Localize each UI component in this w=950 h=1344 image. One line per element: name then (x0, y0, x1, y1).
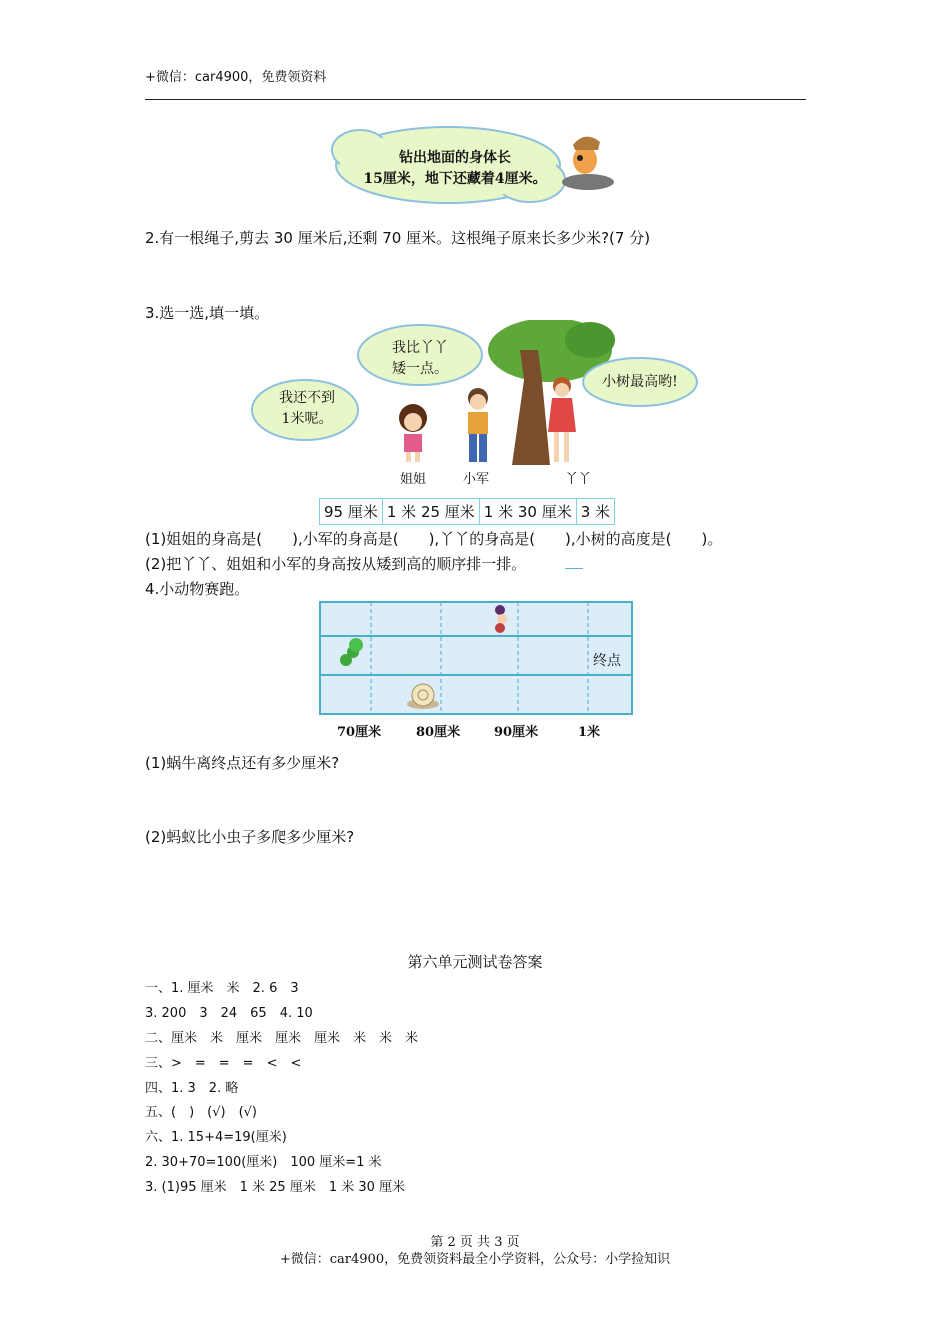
axis-label-1m: 1米 (578, 725, 601, 740)
answer-line-4: 三、> = = = < < (145, 1056, 302, 1071)
worm-bubble-line2: 15厘米，地下还藏着4厘米。 (363, 171, 547, 187)
answer-line-5: 四、1. 3 2. 略 (145, 1081, 239, 1096)
option-4: 3 米 (580, 503, 611, 521)
jiejie-bubble (257, 388, 357, 430)
question-3-sub1: (1)姐姐的身高是( ),小军的身高是( ),丫丫的身高是( ),小树的高度是( )。 (145, 530, 723, 548)
question-4-sub2: (2)蚂蚁比小虫子多爬多少厘米? (145, 828, 355, 846)
xiaojun-bubble-line1: 我比丫丫 (392, 340, 448, 356)
axis-label-70cm: 70厘米 (337, 725, 382, 740)
worm-bubble-text (345, 148, 565, 190)
question-4-title: 4.小动物赛跑。 (145, 580, 250, 598)
answer-underline (565, 568, 583, 569)
header-text: +微信：car4900，免费领资料 (145, 70, 327, 85)
axis-label-80cm: 80厘米 (416, 725, 461, 740)
option-1: 95 厘米 (320, 499, 383, 524)
option-3: 1 米 30 厘米 (480, 499, 577, 524)
jiejie-bubble-line2: 1米呢。 (281, 411, 333, 427)
answer-line-8: 2. 30+70=100(厘米) 100 厘米=1 米 (145, 1155, 382, 1170)
answer-line-7: 六、1. 15+4=19(厘米) (145, 1130, 287, 1145)
answer-line-3: 二、厘米 米 厘米 厘米 厘米 米 米 米 (145, 1031, 419, 1046)
answer-line-1: 一、1. 厘米 米 2. 6 3 (145, 981, 299, 996)
jiejie-bubble-line1: 我还不到 (279, 390, 335, 406)
question-4-sub1: (1)蜗牛离终点还有多少厘米? (145, 754, 340, 772)
options-row (319, 498, 615, 525)
footer-text: +微信：car4900，免费领资料最全小学资料，公众号：小学捡知识 (279, 1252, 671, 1267)
xiaojun-bubble-line2: 矮一点。 (392, 361, 448, 377)
answers-title: 第六单元测试卷答案 (407, 953, 543, 971)
answer-line-2: 3. 200 3 24 65 4. 10 (145, 1006, 313, 1021)
answer-line-9: 3. (1)95 厘米 1 米 25 厘米 1 米 30 厘米 (145, 1180, 406, 1195)
yaya-bubble: 小树最高哟! (602, 374, 678, 390)
question-2: 2.有一根绳子,剪去 30 厘米后,还剩 70 厘米。这根绳子原来长多少米?(7 分) (145, 229, 651, 247)
name-xiaojun: 小军 (463, 472, 490, 487)
page-number: 第 2 页 共 3 页 (430, 1235, 520, 1250)
header-divider (145, 99, 806, 100)
question-3-title: 3.选一选,填一填。 (145, 304, 270, 322)
xiaojun-bubble (365, 338, 475, 380)
name-jiejie: 姐姐 (400, 472, 427, 487)
question-3-sub2: (2)把丫丫、姐姐和小军的身高按从矮到高的顺序排一排。 (145, 555, 527, 573)
answer-line-6: 五、( ) (√) (√) (145, 1105, 257, 1120)
race-track (318, 600, 634, 716)
name-yaya: 丫丫 (565, 472, 592, 487)
finish-label: 终点 (593, 653, 621, 669)
worm-bubble-line1: 钻出地面的身体长 (399, 150, 511, 166)
option-2: 1 米 25 厘米 (383, 499, 480, 524)
axis-label-90cm: 90厘米 (494, 725, 539, 740)
